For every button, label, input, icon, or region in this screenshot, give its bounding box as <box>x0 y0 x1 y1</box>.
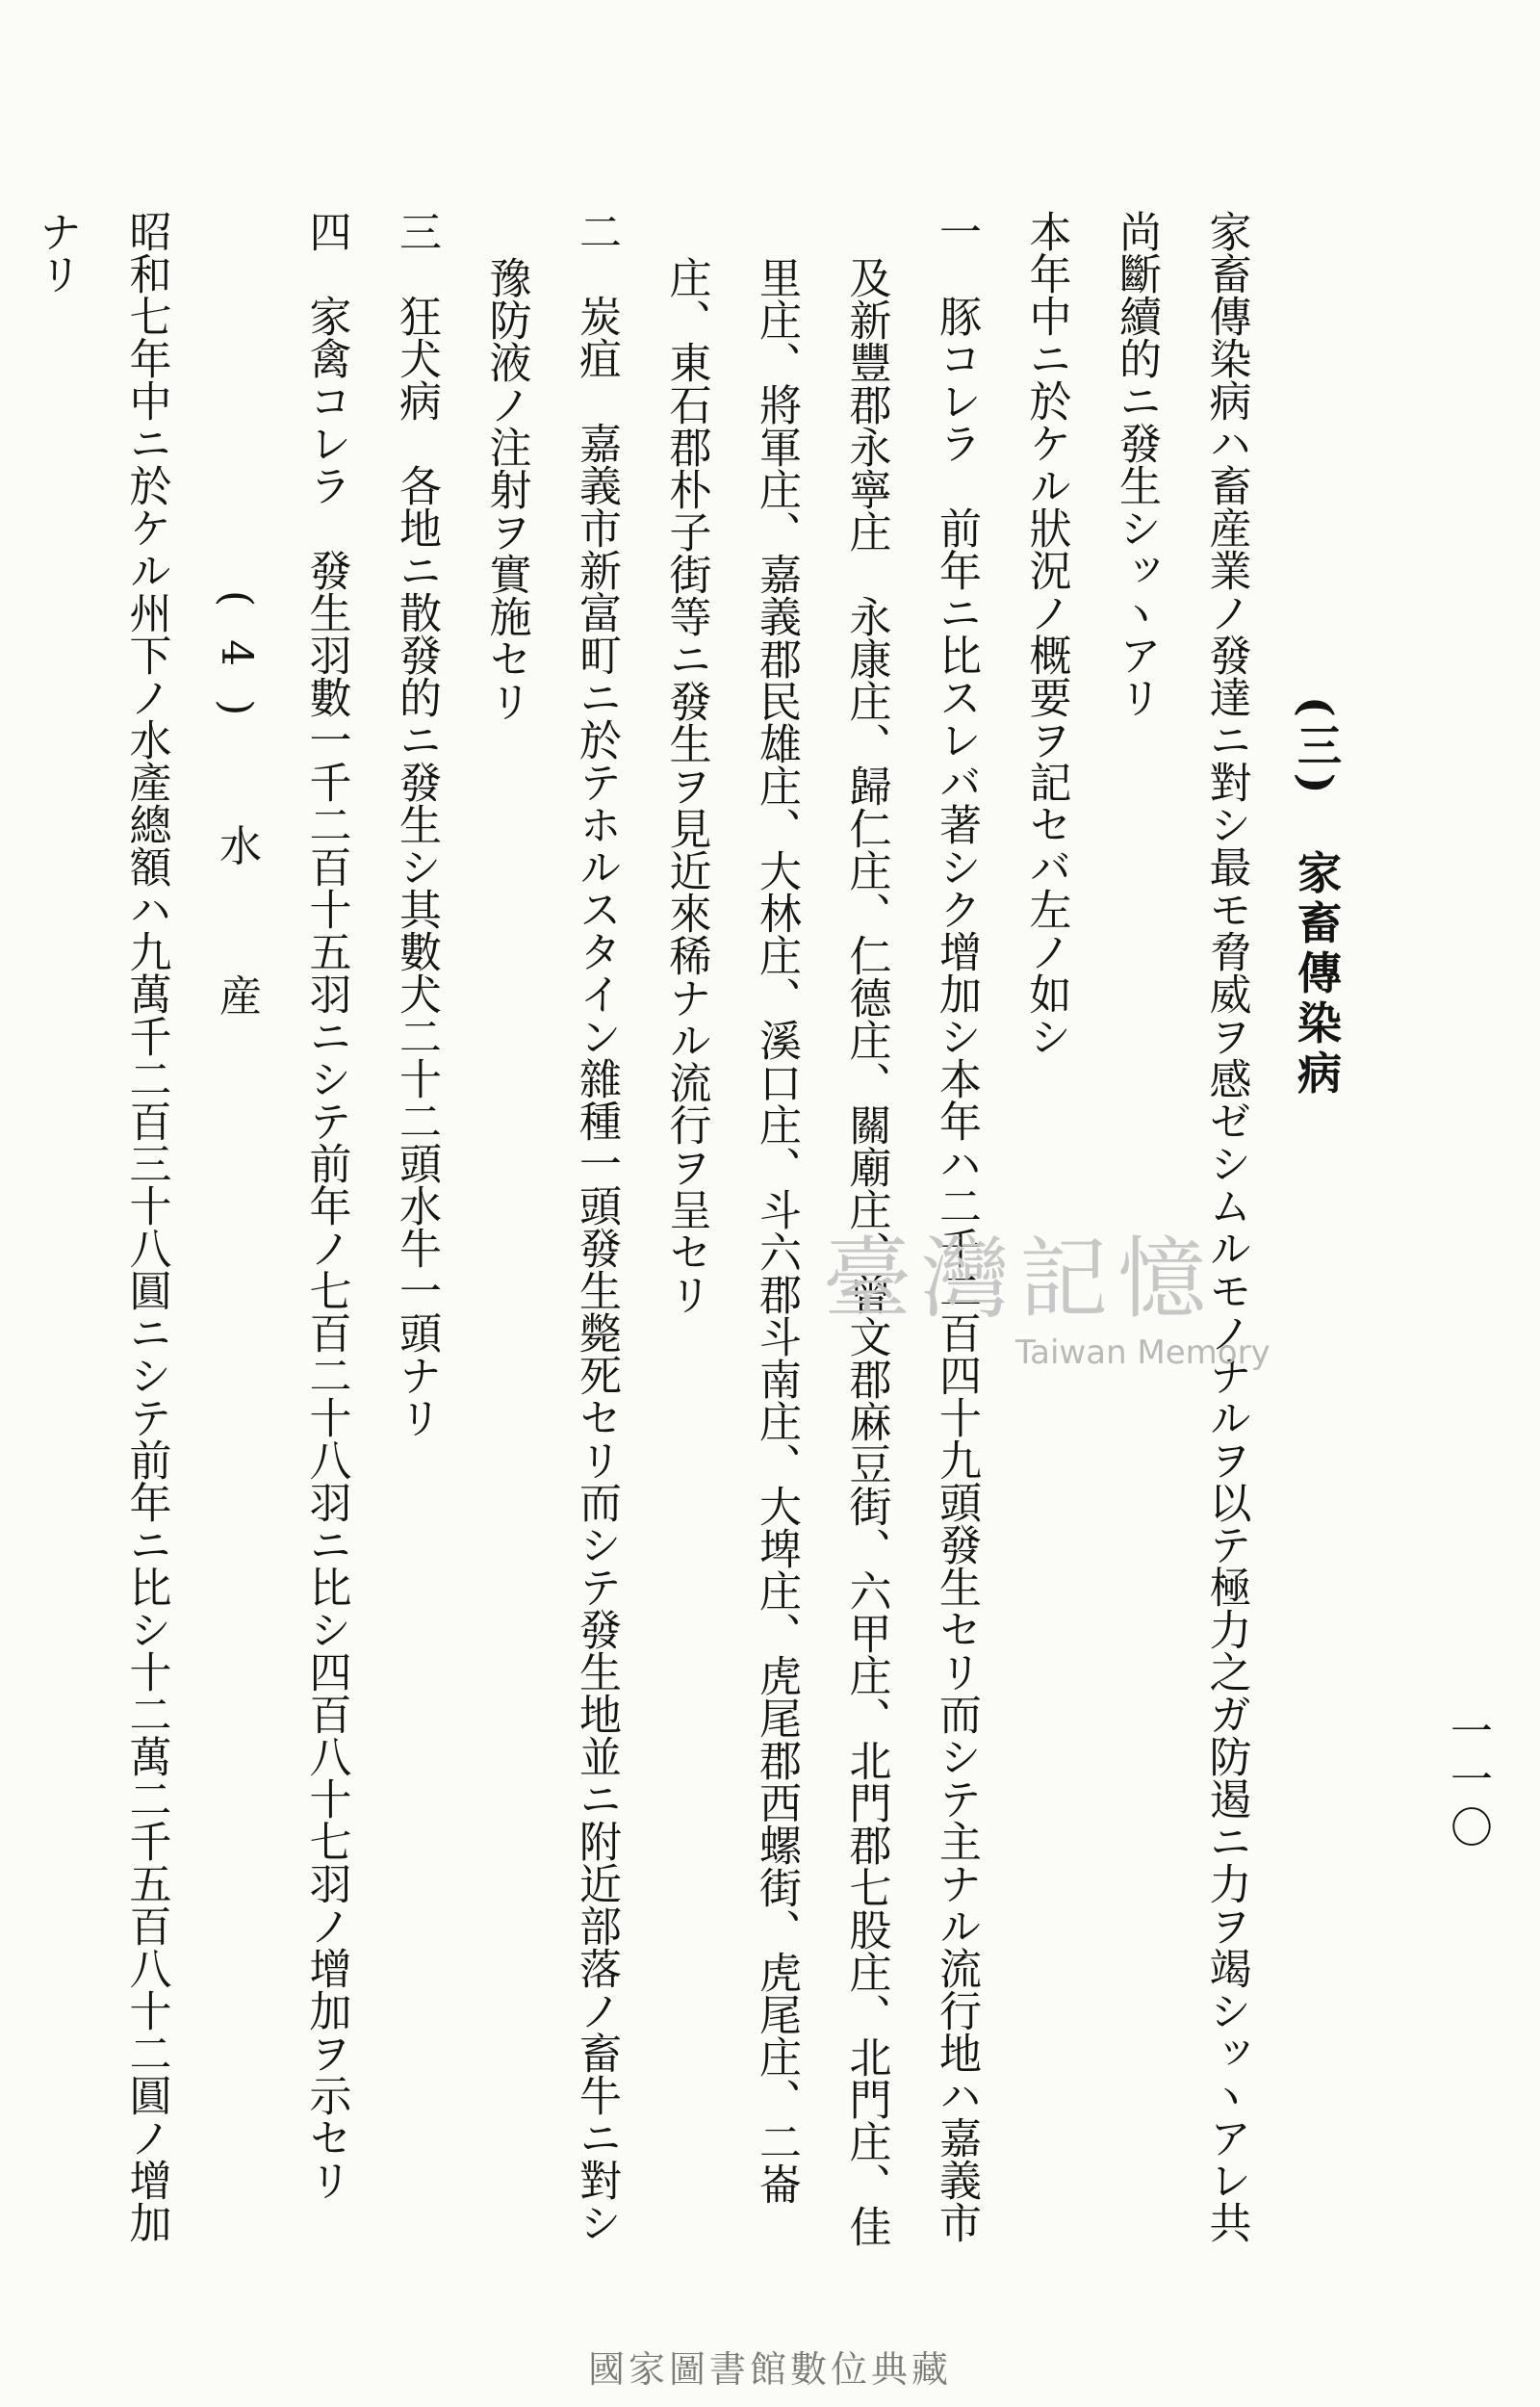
sub-section-title: (4) 水 産 <box>212 590 261 1049</box>
text-column: 昭和七年中ニ於ケル州下ノ水產總額ハ九萬千二百三十八圓ニシテ前年ニ比シ十二萬二千五百八十二圓ノ增加 <box>121 210 171 2243</box>
text-column: ナリ <box>32 210 81 295</box>
text-column: 三 狂犬病 各地ニ散發的ニ發生シ其數犬二十二頭水牛一頭ナリ <box>392 210 441 1438</box>
text-column: 庄、東石郡朴子街等ニ發生ヲ見近來稀ナル流行ヲ呈セリ <box>661 256 711 1315</box>
page-number: 一一〇 <box>1443 1709 1492 1853</box>
footer-credit: 國家圖書館數位典藏 <box>587 2348 952 2391</box>
text-column: 尚斷續的ニ發生シッヽアリ <box>1112 210 1161 718</box>
text-column: 里庄、將軍庄、嘉義郡民雄庄、大林庄、溪口庄、斗六郡斗南庄、大埤庄、虎尾郡西螺街、虎尾庄、二崙 <box>752 256 801 2205</box>
watermark-english: Taiwan Memory <box>1015 1333 1270 1372</box>
document-body <box>0 210 1361 2247</box>
text-column: 二 炭疽 嘉義市新富町ニ於テホルスタイン雜種一頭發生斃死セリ而シテ發生地並ニ附近部落ノ畜牛ニ對シ <box>572 210 621 2243</box>
text-column: 本年中ニ於ケル狀況ノ概要ヲ記セバ左ノ如シ <box>1021 210 1071 1057</box>
text-column: 豫防液ノ注射ヲ實施セリ <box>481 256 531 722</box>
text-column: 一 豚コレラ 前年ニ比スレバ著シク增加シ本年ハ二千二百四十九頭發生セリ而シテ主ナル流行地ハ嘉義市 <box>932 210 981 2243</box>
text-column: 及新豐郡永寧庄 永康庄、歸仁庄、仁德庄、關廟庄、曾文郡麻豆街、六甲庄、北門郡七股庄、北門庄、佳 <box>841 256 891 2247</box>
text-column <box>0 210 12 2164</box>
text-column: 四 家禽コレラ 發生羽數一千二百十五羽ニシテ前年ノ七百二十八羽ニ比シ四百八十七羽ノ增加ヲ示セリ <box>301 210 351 2201</box>
watermark: 臺灣記憶 <box>823 1228 1217 1331</box>
text-column: 家畜傳染病ハ畜産業ノ發達ニ對シ最モ脅威ヲ感ゼシムルモノナルヲ以テ極力之ガ防遏ニ力ヲ竭シッヽアレ共 <box>1201 210 1251 2243</box>
section-heading: (三) 家畜傳染病 <box>1291 696 1343 1100</box>
